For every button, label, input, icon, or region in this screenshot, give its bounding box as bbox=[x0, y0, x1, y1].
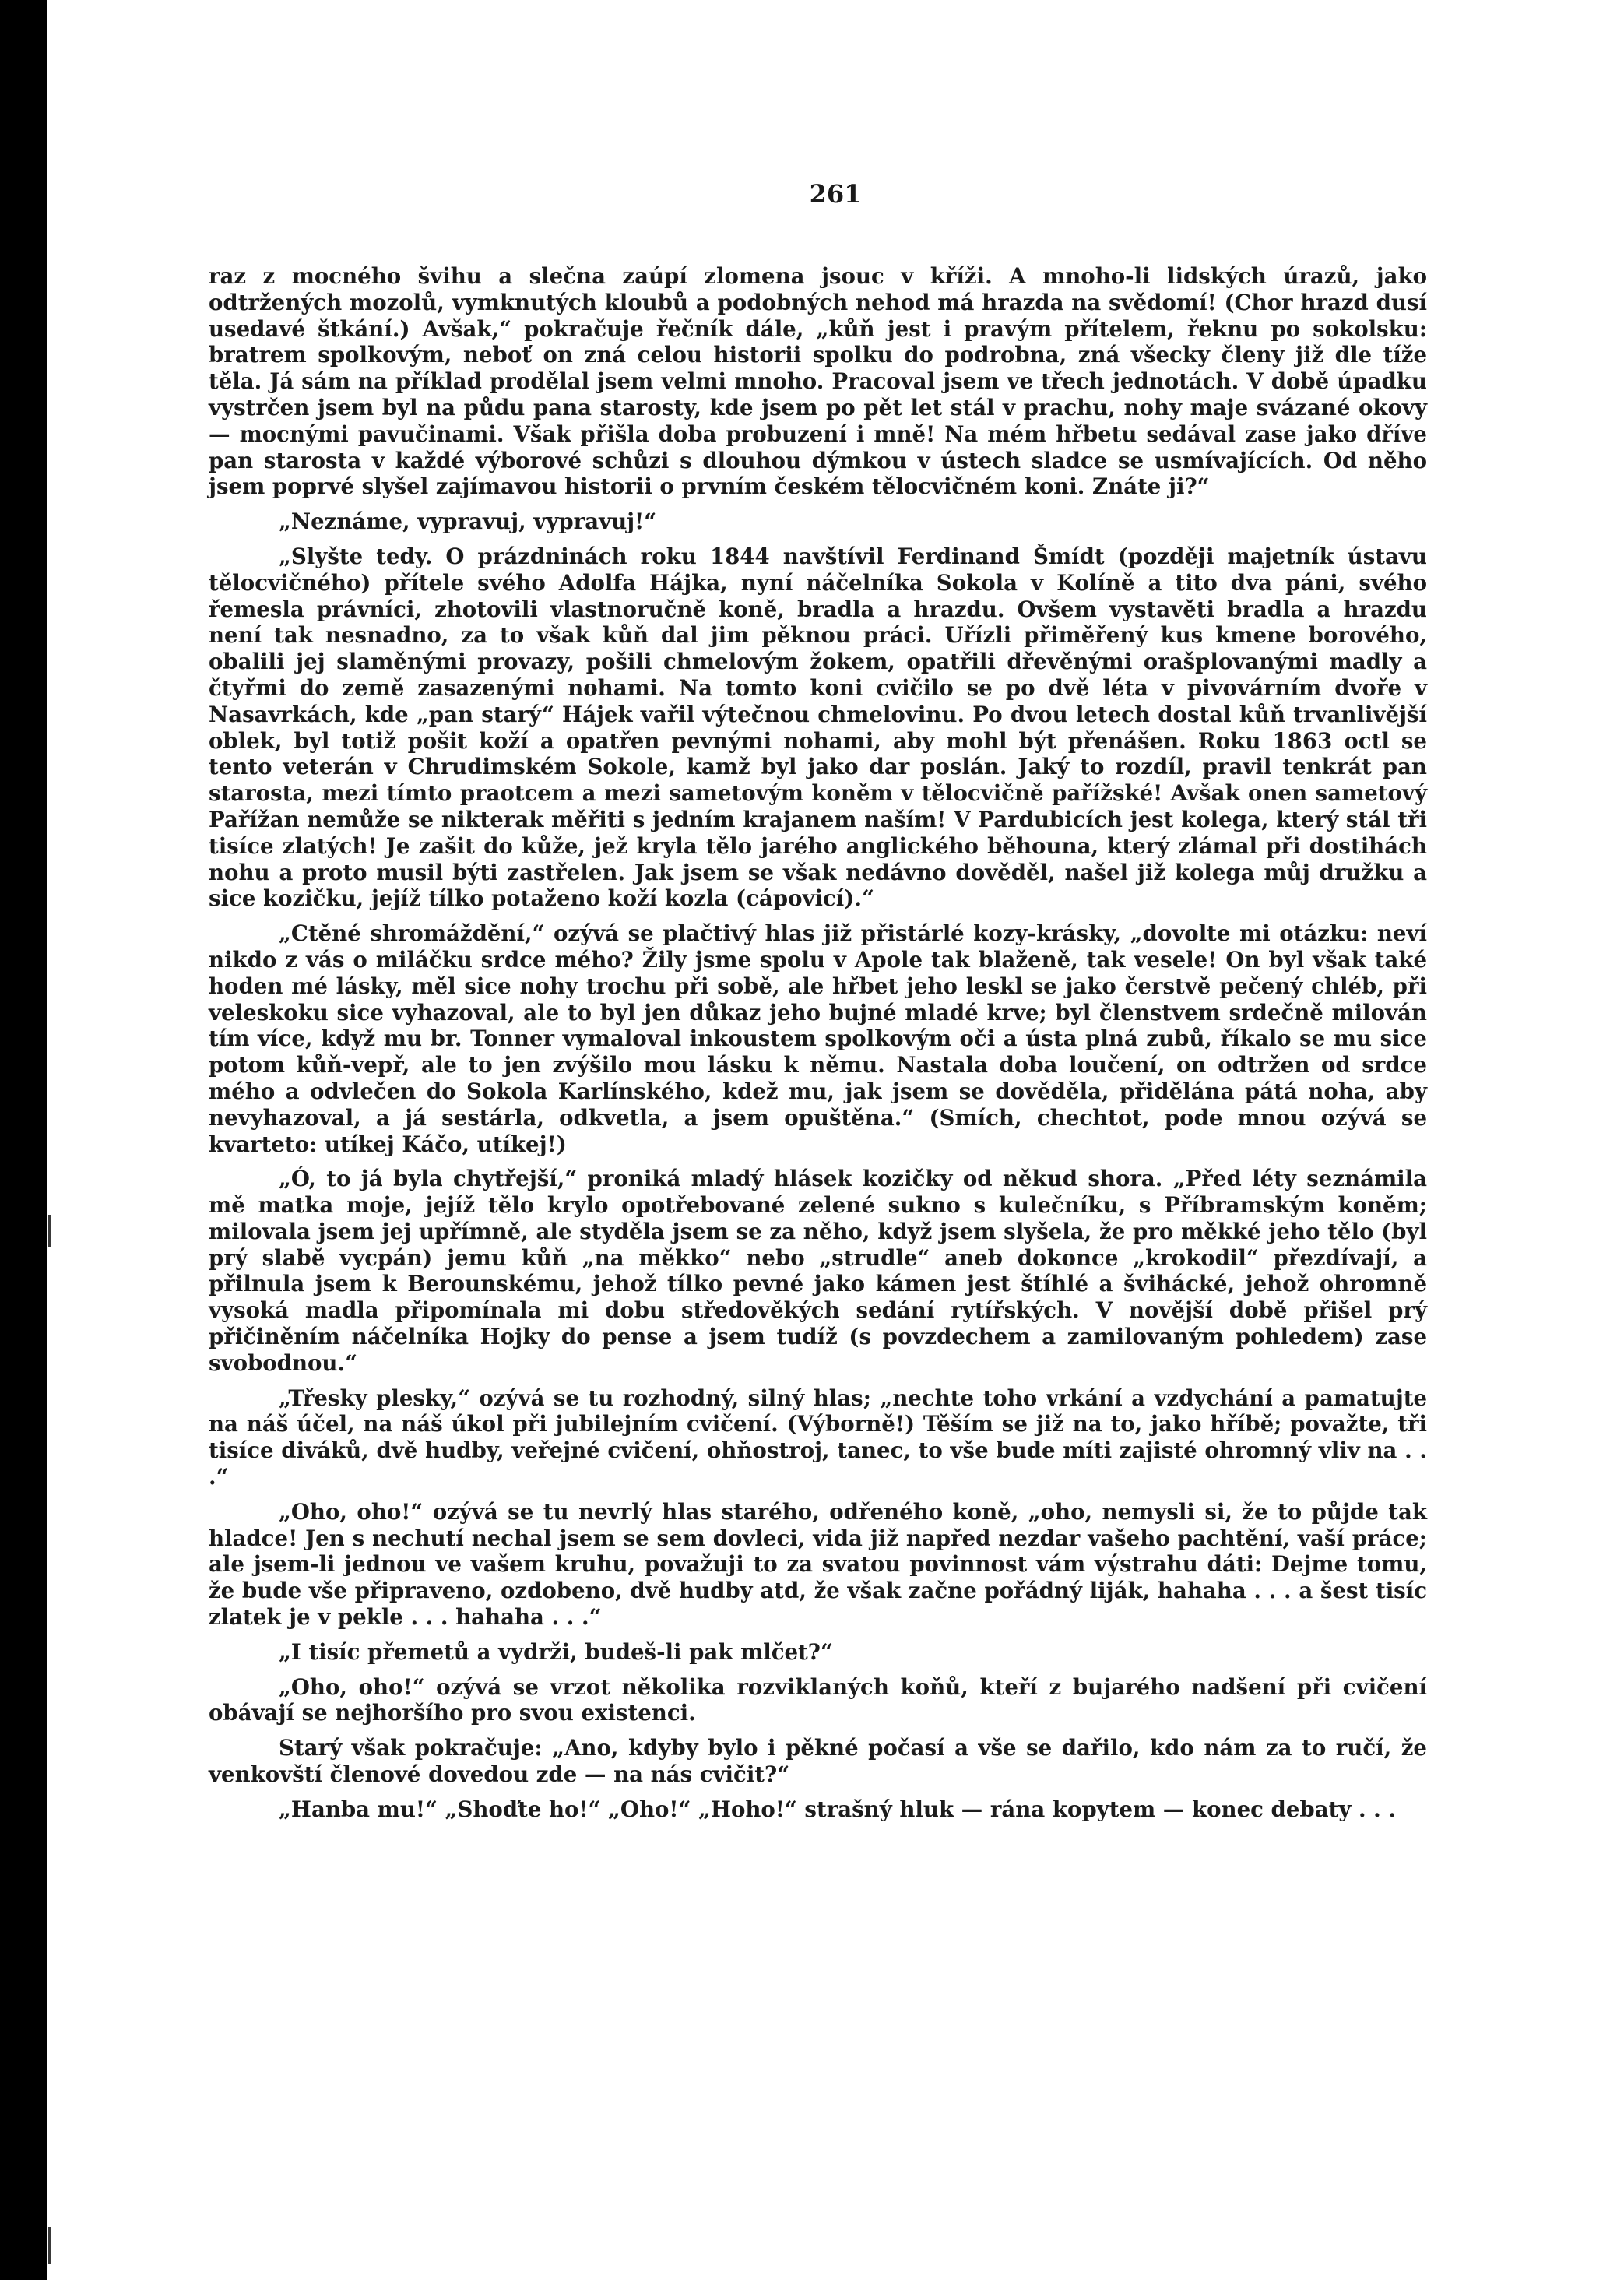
paragraph: „Ctěné shromáždění,“ ozývá se plačtivý hlas již přistárlé kozy-krásky, „dovolte mi otázku: neví nikdo z vás o miláčku srdce mého? Žily jsme spolu v Apole tak blaženě, tak vesele! On byl však také hoden mé lásky, měl sice nohy trochu při sobě, ale hřbet jeho leskl se jako čerstvě pečený chléb, při veleskoku sice vyhazoval, ale to byl jen důkaz jeho bujné mladé krve; byl členstvem srdečně milován tím více, když mu br. Tonner vymaloval inkoustem spolkovým oči a ústa plná zubů, říkalo se mu sice potom kůň-vepř, ale to jen zvýšilo mou lásku k němu. Nastala doba loučení, on odtržen od srdce mého a odvlečen do Sokola Karlínského, kdež mu, jak jsem se dověděla, přidělána pátá noha, aby nevyhazoval, a já sestárla, odkvetla, a jsem opuštěna.“ (Smích, chechtot, pode mnou ozývá se kvarteto: utíkej Káčo, utíkej!) bbox=[209, 920, 1427, 1157]
page-number: 261 bbox=[809, 179, 862, 209]
book-page bbox=[47, 0, 1624, 2280]
paragraph: „Neznáme, vypravuj, vypravuj!“ bbox=[279, 508, 657, 535]
paragraph: „Ó, to já byla chytřejší,“ proniká mladý hlásek kozičky od někud shora. „Před léty seznámila mě matka moje, jejíž tělo krylo opotřebované zelené sukno s kulečníku, s Příbramským koněm; milovala jsem jej upřímně, ale styděla jsem se za něho, když jsem slyšela, že pro měkké jeho tělo (byl prý slabě vycpán) jemu kůň „na měkko“ nebo „strudle“ aneb dokonce „krokodil“ přezdívají, a přilnula jsem k Berounskému, jehož tílko pevné jako kámen jest štíhlé a švihácké, jehož ohromně vysoká madla připomínala mi dobu středověkých sedání rytířských. V novější době přišel prý přičiněním náčelníka Hojky do pense a jsem tudíž (s povzdechem a zamilovaným pohledem) zase svobodnou.“ bbox=[209, 1166, 1427, 1376]
paragraph: „I tisíc přemetů a vydrži, budeš-li pak mlčet?“ bbox=[279, 1638, 833, 1665]
paragraph: „Slyšte tedy. O prázdninách roku 1844 navštívil Ferdinand Šmídt (později majetník ústavu tělocvičného) přítele svého Adolfa Hájka, nyní náčelníka Sokola v Kolíně a tito dva páni, svého řemesla právníci, zhotovili vlastnoručně koně, bradla a hrazdu. Ovšem vystavěti bradla a hrazdu není tak nesnadno, za to však kůň dal jim pěknou práci. Uřízli přiměřený kus kmene borového, obalili jej slaměnými provazy, pošili chmelovým žokem, opatřili dřevěnými orašplovanými madly a čtyřmi do země zasazenými nohami. Na tomto koni cvičilo se po dvě léta v pivovárním dvoře v Nasavrkách, kde „pan starý“ Hájek vařil výtečnou chmelovinu. Po dvou letech dostal kůň trvanlivější oblek, byl totiž pošit koží a opatřen pevnými nohami, aby mohl být přenášen. Roku 1863 octl se tento veterán v Chrudimském Sokole, kamž byl jako dar poslán. Jaký to rozdíl, pravil tenkrát pan starosta, mezi tímto praotcem a mezi sametovým koněm v tělocvičně pařížské! Avšak onen sametový Pařížan nemůže se nikterak měřiti s jedním krajanem naším! V Pardubicích jest kolega, který stál tři tisíce zlatých! Je zašit do kůže, jež kryla tělo jarého anglického běhouna, který zlámal při dostihách nohu a proto musil býti zastřelen. Jak jsem se však nedávno dověděl, našel již kolega můj družku a sice kozičku, jejíž tílko potaženo koží kozla (cápovicí).“ bbox=[209, 543, 1427, 912]
scan-edge-mark bbox=[48, 2227, 51, 2264]
paragraph: „Hanba mu!“ „Shoďte ho!“ „Oho!“ „Hoho!“ strašný hluk — rána kopytem — konec debaty . . . bbox=[279, 1796, 1396, 1822]
paragraph-continuation: raz z mocného švihu a slečna zaúpí zlomena jsouc v kříži. A mnoho-li lidských úrazů, jako odtržených mozolů, vymknutých kloubů a podobných nehod má hrazda na svědomí! (Chor hrazd dusí usedavé štkání.) Avšak,“ pokračuje řečník dále, „kůň jest i pravým přítelem, řeknu po sokolsku: bratrem spolkovým, neboť on zná celou historii spolku do podrobna, zná všecky členy již dle tíže těla. Já sám na příklad prodělal jsem velmi mnoho. Pracoval jsem ve třech jednotách. V době úpadku vystrčen jsem byl na půdu pana starosty, kde jsem po pět let stál v prachu, nohy maje svázané okovy — mocnými pavučinami. Však přišla doba probuzení i mně! Na mém hřbetu sedával zase jako dříve pan starosta v každé výborové schůzi s dlouhou dýmkou v ústech sladce se usmívajících. Od něho jsem poprvé slyšel zajímavou historii o prvním českém tělocvičném koni. Znáte ji?“ bbox=[209, 263, 1427, 500]
scan-edge-mark bbox=[48, 1215, 51, 1247]
body-text bbox=[209, 263, 1427, 1831]
paragraph: „Oho, oho!“ ozývá se tu nevrlý hlas starého, odřeného koně, „oho, nemysli si, že to půjde tak hladce! Jen s nechutí nechal jsem se sem dovleci, vida již napřed nezdar vašeho pachtění, vaší práce; ale jsem-li jednou ve vašem kruhu, považuji to za svatou povinnost vám výstrahu dáti: Dejme tomu, že bude vše připraveno, ozdobeno, dvě hudby atd, že však začne pořádný liják, hahaha . . . a šest tisíc zlatek je v pekle . . . hahaha . . .“ bbox=[209, 1498, 1427, 1631]
paragraph: „Třesky plesky,“ ozývá se tu rozhodný, silný hlas; „nechte toho vrkání a vzdychání a pamatujte na náš účel, na náš úkol při jubilejním cvičení. (Výborně!) Těším se již na to, jako hříbě; považte, tři tisíce diváků, dvě hudby, veřejné cvičení, ohňostroj, tanec, to vše bude míti zajisté ohromný vliv na . . .“ bbox=[209, 1385, 1427, 1490]
paragraph: „Oho, oho!“ ozývá se vrzot několika rozviklaných koňů, kteří z bujarého nadšení při cvičení obávají se nejhoršího pro svou existenci. bbox=[209, 1673, 1427, 1726]
paragraph: Starý však pokračuje: „Ano, kdyby bylo i pěkné počasí a vše se dařilo, kdo nám za to ručí, že venkovští členové dovedou zde — na nás cvičit?“ bbox=[209, 1735, 1427, 1788]
